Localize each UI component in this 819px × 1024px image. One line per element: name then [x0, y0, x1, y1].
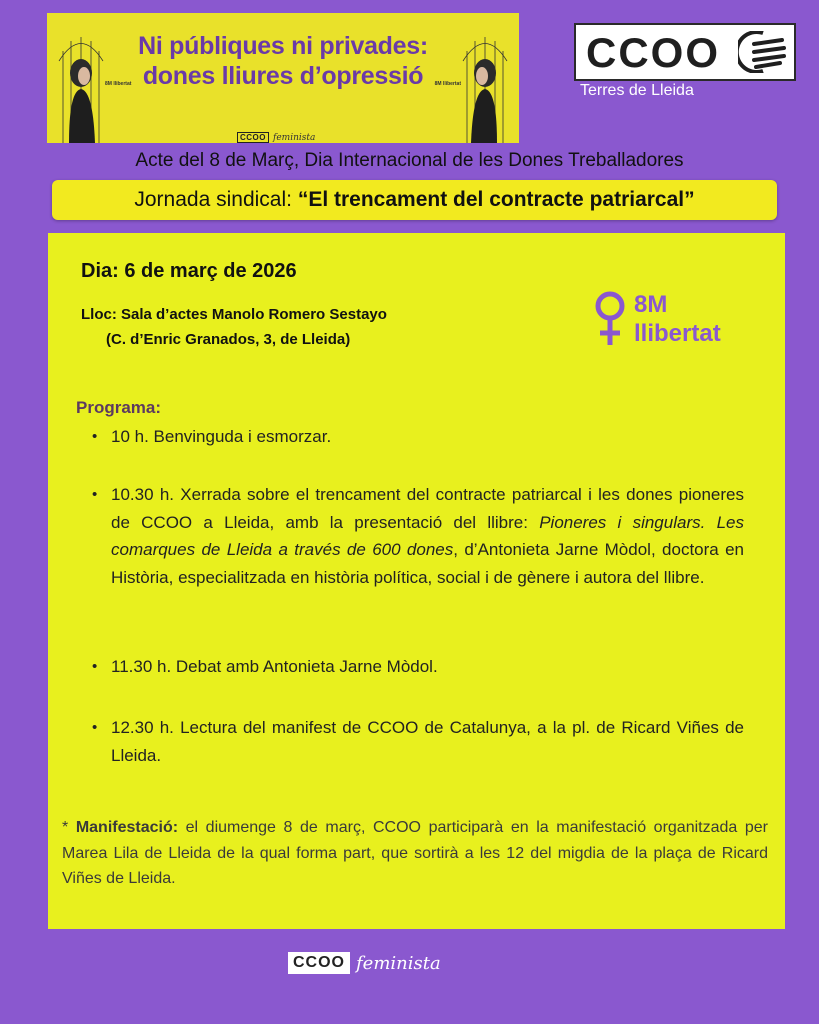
footer-ccoo-logo: CCOO	[288, 952, 350, 974]
note-prefix: *	[62, 819, 76, 836]
programa-item-text: 12.30 h. Lectura del manifest de CCOO de Catalunya, a la pl. de Ricard Viñes de Lleida.	[111, 718, 744, 765]
logo-subtitle: Terres de Lleida	[580, 82, 694, 99]
8m-llibertat-badge	[593, 289, 753, 349]
programa-item	[92, 653, 744, 681]
programa-item-text: 11.30 h. Debat amb Antonieta Jarne Mòdol.	[111, 657, 438, 676]
programa-item	[92, 481, 744, 591]
programa-item-text: 10 h. Benvinguda i esmorzar.	[111, 427, 332, 446]
jornada-title-box	[52, 180, 777, 220]
woman-in-cage-illustration-left	[51, 21, 111, 143]
event-date: Dia: 6 de març de 2026	[81, 260, 297, 282]
ccoo-emblem-icon	[738, 31, 788, 73]
event-address: (C. d’Enric Granados, 3, de Lleida)	[106, 331, 351, 348]
programa-heading: Programa:	[76, 398, 162, 417]
note-label: Manifestació:	[75, 819, 179, 836]
footer-logo	[288, 952, 441, 974]
programa-item-text: 10.30 h. Xerrada sobre el trencament del contracte patriarcal i les dones pioneres de CCOO a Lleida, amb la presentació del llibre:	[111, 485, 744, 532]
jornada-prefix: Jornada sindical:	[134, 188, 298, 211]
programa-item	[92, 714, 744, 769]
campaign-banner	[47, 13, 519, 143]
banner-mini-tag-left: 8M llibertat	[105, 81, 132, 87]
event-details-panel	[48, 233, 785, 929]
female-symbol-icon	[593, 289, 627, 347]
jornada-title: “El trencament del contracte patriarcal”	[297, 188, 695, 211]
footer-feminista-script: feminista	[356, 952, 441, 974]
banner-feminista-script: feminista	[273, 132, 316, 143]
banner-ccoo-logo: CCOO	[237, 132, 269, 143]
banner-mini-tag-right: 8M llibertat	[434, 81, 461, 87]
programa-item-text-cont: , d’Antonieta Jarne Mòdol, doctora en Història, especialitzada en història política, social i de gènere i autora del llibre.	[111, 540, 745, 587]
event-location: Lloc: Sala d’actes Manolo Romero Sestayo	[81, 306, 387, 323]
badge-line2: llibertat	[634, 320, 721, 347]
woman-in-cage-illustration-right	[455, 21, 515, 143]
ccoo-logo-letters: CCOO	[586, 29, 720, 76]
manifestacio-note	[62, 815, 768, 892]
banner-headline	[119, 31, 447, 91]
ccoo-logo	[574, 23, 796, 81]
programa-item	[92, 423, 744, 451]
banner-headline-line2: dones lliures d’opressió	[142, 62, 424, 90]
event-context-line: Acte del 8 de Març, Dia Internacional de les Dones Treballadores	[135, 150, 684, 171]
banner-footer-logo	[237, 132, 315, 143]
note-text: el diumenge 8 de març, CCOO participarà en la manifestació organitzada per Marea Lila de Lleida de la qual forma part, que sortirà a les 12 del migdia de la plaça de Ricard Viñes de Lleida.	[62, 819, 769, 887]
badge-line1: 8M	[634, 291, 668, 318]
book-title: Pioneres i singulars. Les comarques de Lleida a través de 600 dones	[111, 512, 744, 559]
banner-headline-line1: Ni públiques ni privades:	[138, 32, 428, 60]
